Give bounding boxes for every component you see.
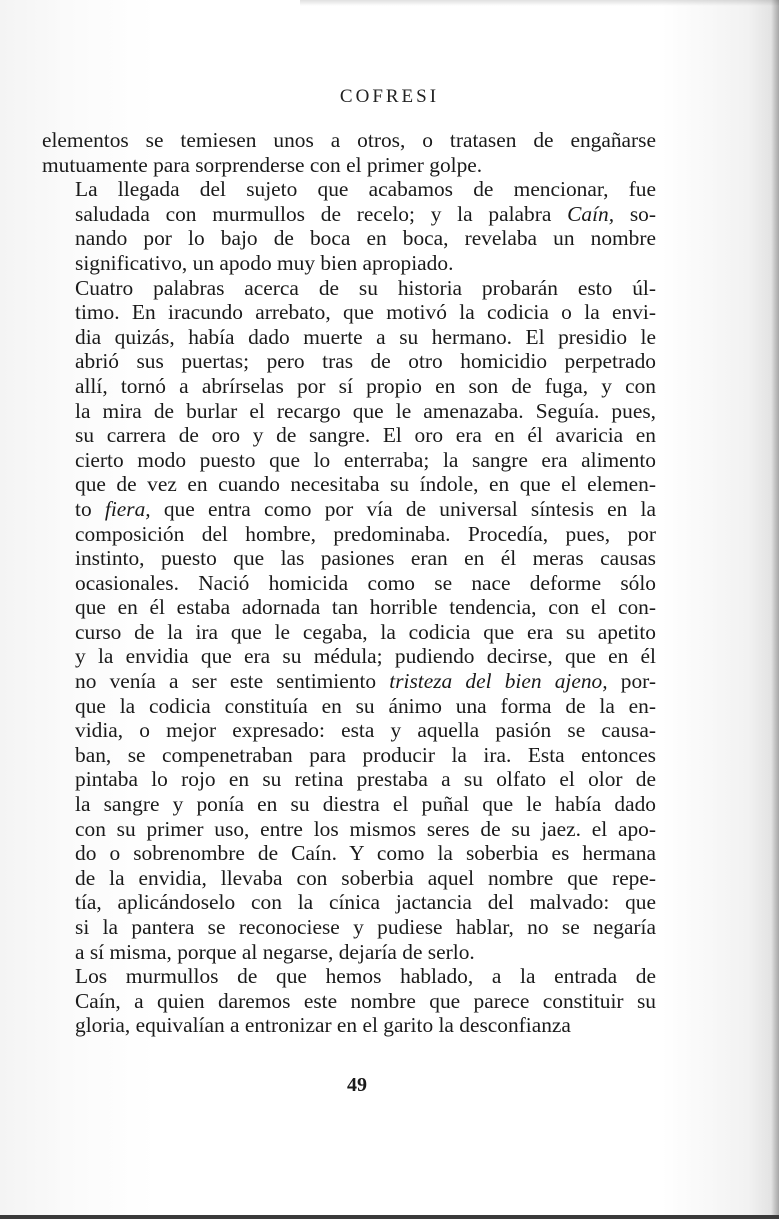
page-top-shadow — [300, 0, 779, 6]
text-line: la mira de burlar el recargo que le amenazaba. Seguía. pues, — [75, 398, 656, 423]
text-line: nando por lo bajo de boca en boca, revelaba un nombre — [75, 226, 656, 251]
page-number: 49 — [347, 1074, 367, 1096]
text-line: to fiera, que entra como por vía de universal síntesis en la — [75, 496, 656, 521]
text-line: de la envidia, llevaba con soberbia aquel nombre que repe- — [75, 865, 656, 890]
text-line: que de vez en cuando necesitaba su índole, en que el elemen- — [75, 472, 656, 497]
text-line: dia quizás, había dado muerte a su hermano. El presidio le — [75, 324, 656, 349]
text-line: pintaba lo rojo en su retina prestaba a su olfato el olor de — [75, 767, 656, 792]
text-line: cierto modo puesto que lo enterraba; la sangre era alimento — [75, 447, 656, 472]
paragraph — [42, 177, 656, 275]
text-line: elementos se temiesen unos a otros, o tratasen de engañarse — [42, 128, 656, 152]
body-text — [42, 128, 656, 1038]
text-line: si la pantera se reconociese y pudiese hablar, no se negaría — [75, 915, 656, 939]
text-line: que en él estaba adornada tan horrible tendencia, con el con- — [75, 595, 656, 620]
text-line: a sí misma, porque al negarse, dejaría de serlo. — [75, 939, 475, 964]
text-line: ocasionales. Nació homicida como se nace deforme sólo — [75, 570, 656, 595]
page-right-shadow — [771, 0, 779, 1219]
text-line: saludada con murmullos de recelo; y la palabra Caín, so- — [75, 201, 656, 226]
text-line: gloria, equivalían a entronizar en el garito la desconfianza — [75, 1013, 571, 1038]
text-line: La llegada del sujeto que acabamos de mencionar, fue — [75, 177, 656, 202]
text-line: composición del hombre, predominaba. Procedía, pues, por — [75, 521, 656, 546]
text-line: timo. En iracundo arrebato, que motivó la codicia o la envi- — [75, 300, 656, 325]
text-line: do o sobrenombre de Caín. Y como la soberbia es hermana — [75, 841, 656, 866]
text-line: que la codicia constituía en su ánimo una forma de la en- — [75, 693, 656, 718]
text-line: la sangre y ponía en su diestra el puñal que le había dado — [75, 792, 656, 817]
paragraph — [42, 128, 656, 177]
text-line: no venía a ser este sentimiento tristeza del bien ajeno, por- — [75, 669, 656, 694]
text-line: mutuamente para sorprenderse con el primer golpe. — [42, 152, 483, 177]
text-line: significativo, un apodo muy bien apropiado. — [75, 250, 454, 275]
running-head: COFRESI — [339, 86, 440, 107]
text-line: curso de la ira que le cegaba, la codicia que era su apetito — [75, 619, 656, 644]
text-line: con su primer uso, entre los mismos seres de su jaez. el apo- — [75, 816, 656, 841]
text-line: su carrera de oro y de sangre. El oro era en él avaricia en — [75, 423, 656, 448]
text-line: Cuatro palabras acerca de su historia probarán esto úl- — [75, 275, 656, 300]
text-line: instinto, puesto que las pasiones eran en él meras causas — [75, 546, 656, 571]
text-line: vidia, o mejor expresado: esta y aquella pasión se causa- — [75, 718, 656, 743]
text-line: y la envidia que era su médula; pudiendo decirse, que en él — [75, 644, 656, 669]
text-line: tía, aplicándoselo con la cínica jactancia del malvado: que — [75, 890, 656, 915]
text-line: ban, se compenetraban para producir la ira. Esta entonces — [75, 742, 656, 767]
text-line: Los murmullos de que hemos hablado, a la entrada de — [75, 964, 656, 989]
paragraph — [42, 276, 656, 965]
text-line: Caín, a quien daremos este nombre que parece constituir su — [75, 988, 656, 1013]
text-line: abrió sus puertas; pero tras de otro homicidio perpetrado — [75, 349, 656, 374]
text-line: allí, tornó a abrírselas por sí propio en son de fuga, y con — [75, 373, 656, 398]
page-bottom-edge — [0, 1215, 779, 1219]
paragraph — [42, 964, 656, 1038]
